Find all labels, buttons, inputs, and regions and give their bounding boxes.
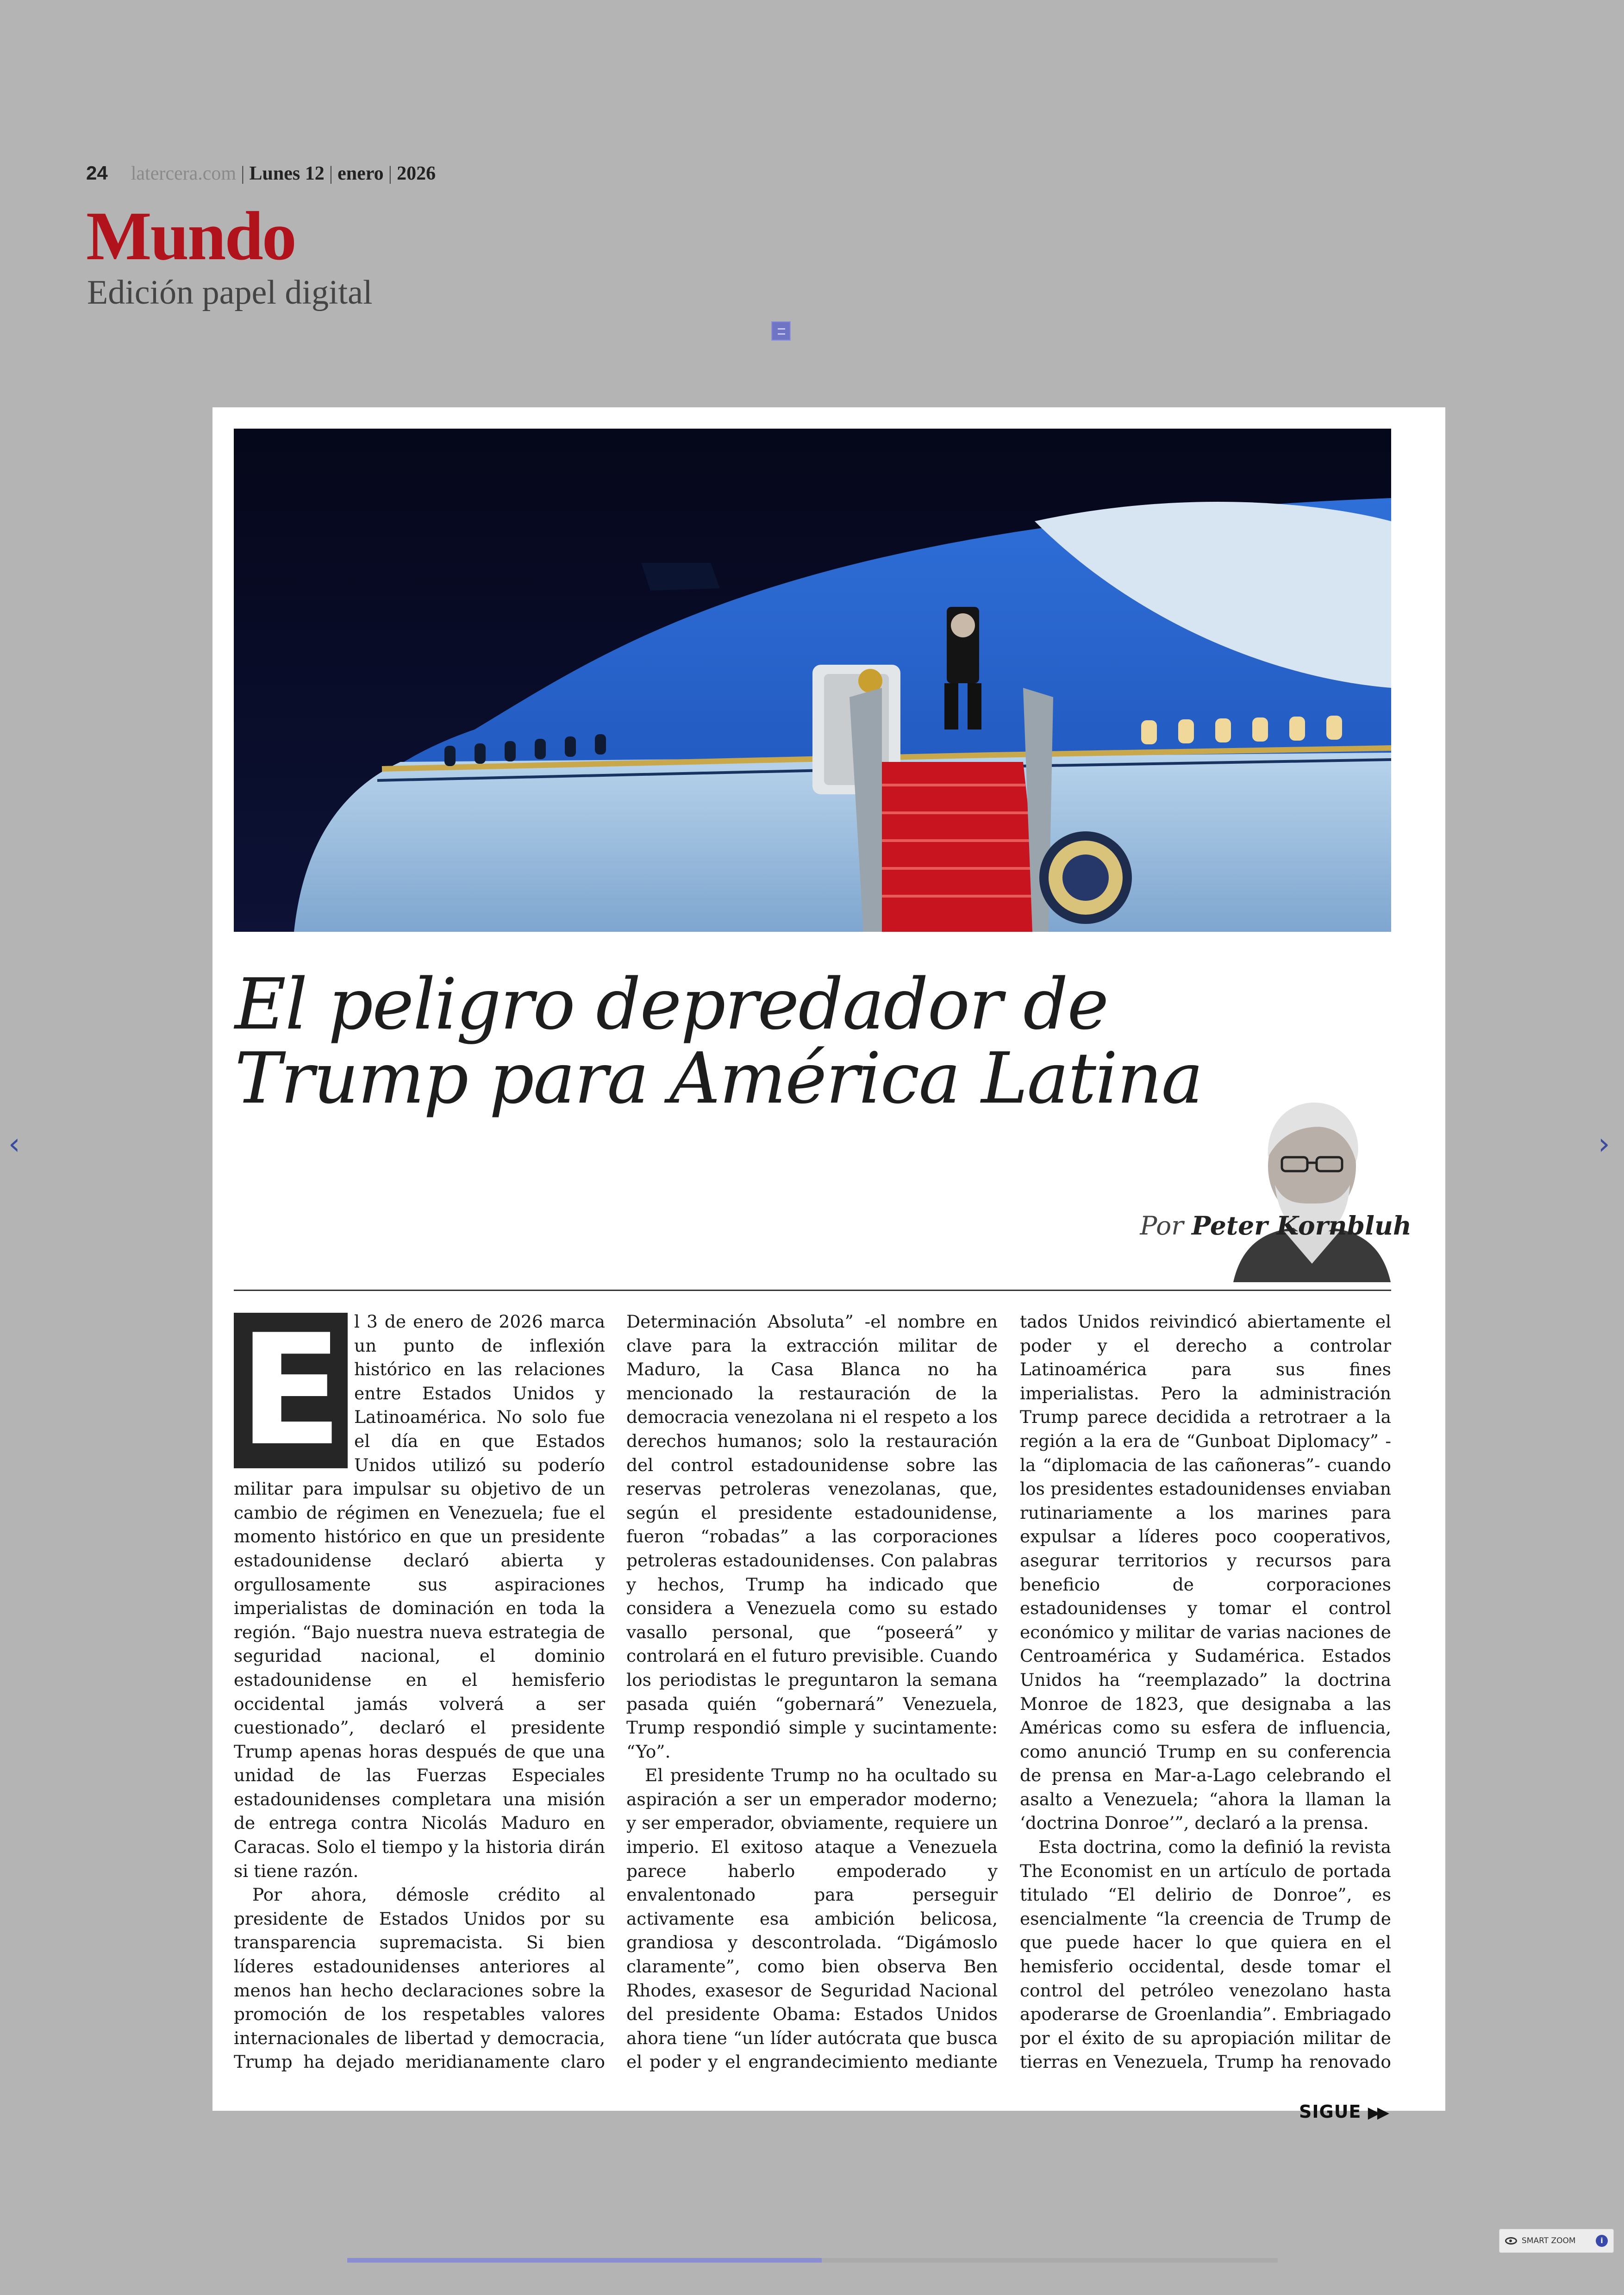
info-icon[interactable]: i [1596,2235,1608,2247]
page-progress-fill [347,2258,822,2263]
divider [234,1290,1391,1291]
continue-text: SIGUE [1299,2102,1362,2122]
page-number: 24 [86,162,108,184]
smart-zoom-button[interactable] [1499,2229,1614,2253]
eye-icon [1505,2237,1517,2245]
paragraph: tados Unidos reivindicó abiertamente el poder y el derecho a controlar Latinoamérica para sus fines imperialistas. Pero la administración Trump parece decidida a retrotraer a la región a la era de “Gunboat Diplomacy” -la “diplomacia de las cañoneras”- cuando los presidentes estadounidenses enviaban rutinariamente a los marines para expulsar a líderes poco cooperativos, asegurar territorios y recursos para beneficio de corporaciones estadounidenses y tomar el control económico y militar de varias naciones de Centroamérica y Sudamérica. Estados Unidos ha “reemplazado” la doctrina Monroe de 1823, que designaba a las Américas como su esfera de influencia, como anunció Trump en su conferencia de prensa en Mar-a-Lago celebrando el asalto a Venezuela; “ahora la llaman la ‘doctrina Donroe’”, declaró a la prensa. [1020,1311,1391,1834]
byline [986,1210,1412,1241]
headline-line-2: Trump para América Latina [235,1037,1203,1119]
article-column-3 [1020,1310,1391,2074]
chevron-right-icon[interactable]: › [1598,1127,1610,1161]
page-header: 24 latercera.com | Lunes 12 | enero | 2026 [86,162,436,184]
header-year: 2026 [397,163,436,184]
paragraph: l 3 de enero de 2026 marca un punto de inflexión histórico en las relaciones entre Estados Unidos y Latinoamérica. No solo fue el día en que Estados Unidos utilizó su poderío militar para impulsar su objetivo de un cambio de régimen en Venezuela; fue el momento histórico en que un presidente estadounidense declaró abierta y orgullosamente sus aspiraciones imperialistas de dominación en toda la región. “Bajo nuestra nueva estrategia de seguridad nacional, el dominio estadounidense en el hemisferio occidental jamás volverá a ser cuestionado”, declaró el presidente Trump apenas horas después de que una unidad de las Fuerzas Especiales estadounidenses completara una misión de entrega contra Nicolás Maduro en Caracas. Solo el tiempo y la historia dirán si tiene razón. [234,1311,605,1881]
byline-prefix: Por [1140,1211,1184,1241]
header-month: enero [337,163,384,184]
page-thumbnail-icon[interactable] [771,321,791,341]
edition-label: Edición papel digital [87,274,373,312]
drop-cap: E [234,1313,348,1468]
continue-arrows-icon: ▶▶ [1368,2103,1387,2122]
section-title: Mundo [86,198,295,274]
paragraph: Determinación Absoluta” -el nombre en clave para la extracción militar de Maduro, la Casa Blanca no ha mencionado la restauración de la democracia venezolana ni el respeto a los derechos humanos; solo la restauración del control estadounidense sobre las reservas petroleras venezolanas, que, según el presidente estadounidense, fueron “robadas” a las corporaciones petroleras estadounidenses. Con palabras y hechos, Trump ha indicado que considera a Venezuela como su estado vasallo personal, que “poseerá” y controlará en el futuro previsible. Cuando los periodistas le preguntaron la semana pasada quién “gobernará” Venezuela, Trump respondió simple y sucintamente: “Yo”. [626,1311,998,1762]
header-day: Lunes 12 [249,163,325,184]
site-name: latercera.com [131,163,237,184]
newspaper-page [212,407,1445,2111]
continue-label [1299,2102,1387,2122]
chevron-left-icon[interactable]: ‹ [8,1127,20,1161]
article-column-2 [626,1310,998,2074]
smart-zoom-label: SMART ZOOM [1522,2236,1576,2245]
article-photo [234,429,1391,932]
headline-line-1: El peligro depredador de [235,963,1108,1045]
author-portrait [1215,1088,1409,1282]
paragraph: Por ahora, démosle crédito al presidente de Estados Unidos por su transparencia supremacista. Si bien líderes estadounidenses anteriores al menos han hecho declaraciones sobre la promoción de los respetables valores internacionales de libertad y democracia, Trump ha dejado meridianamente claro [234,1884,605,2072]
paragraph: Esta doctrina, como la definió la revista The Economist en un artículo de portada titulado “El delirio de Donroe”, es esencialmente “la creencia de Trump de que puede hacer lo que quiera en el hemisferio occidental, desde tomar el control del petróleo venezolano hasta apoderarse de Groenlandia”. Embriagado por el éxito de su apropiación militar de tierras en Venezuela, Trump ha renovado [1020,1837,1391,2072]
author-name: Peter Kornbluh [1192,1210,1412,1241]
paragraph: El presidente Trump no ha ocultado su aspiración a ser un emperador moderno; y ser emperador, obviamente, requiere un imperio. El exitoso ataque a Venezuela parece haberlo empoderado y envalentonado para perseguir activamente esa ambición belicosa, grandiosa y descontrolada. “Digámoslo claramente”, como bien observa Ben Rhodes, exasesor de Seguridad Nacional del presidente Obama: Estados Unidos ahora tiene “un líder autócrata que busca el poder y el engrandecimiento mediante [626,1765,998,2072]
article-headline [235,963,1299,1119]
article-column-1 [234,1310,605,2074]
